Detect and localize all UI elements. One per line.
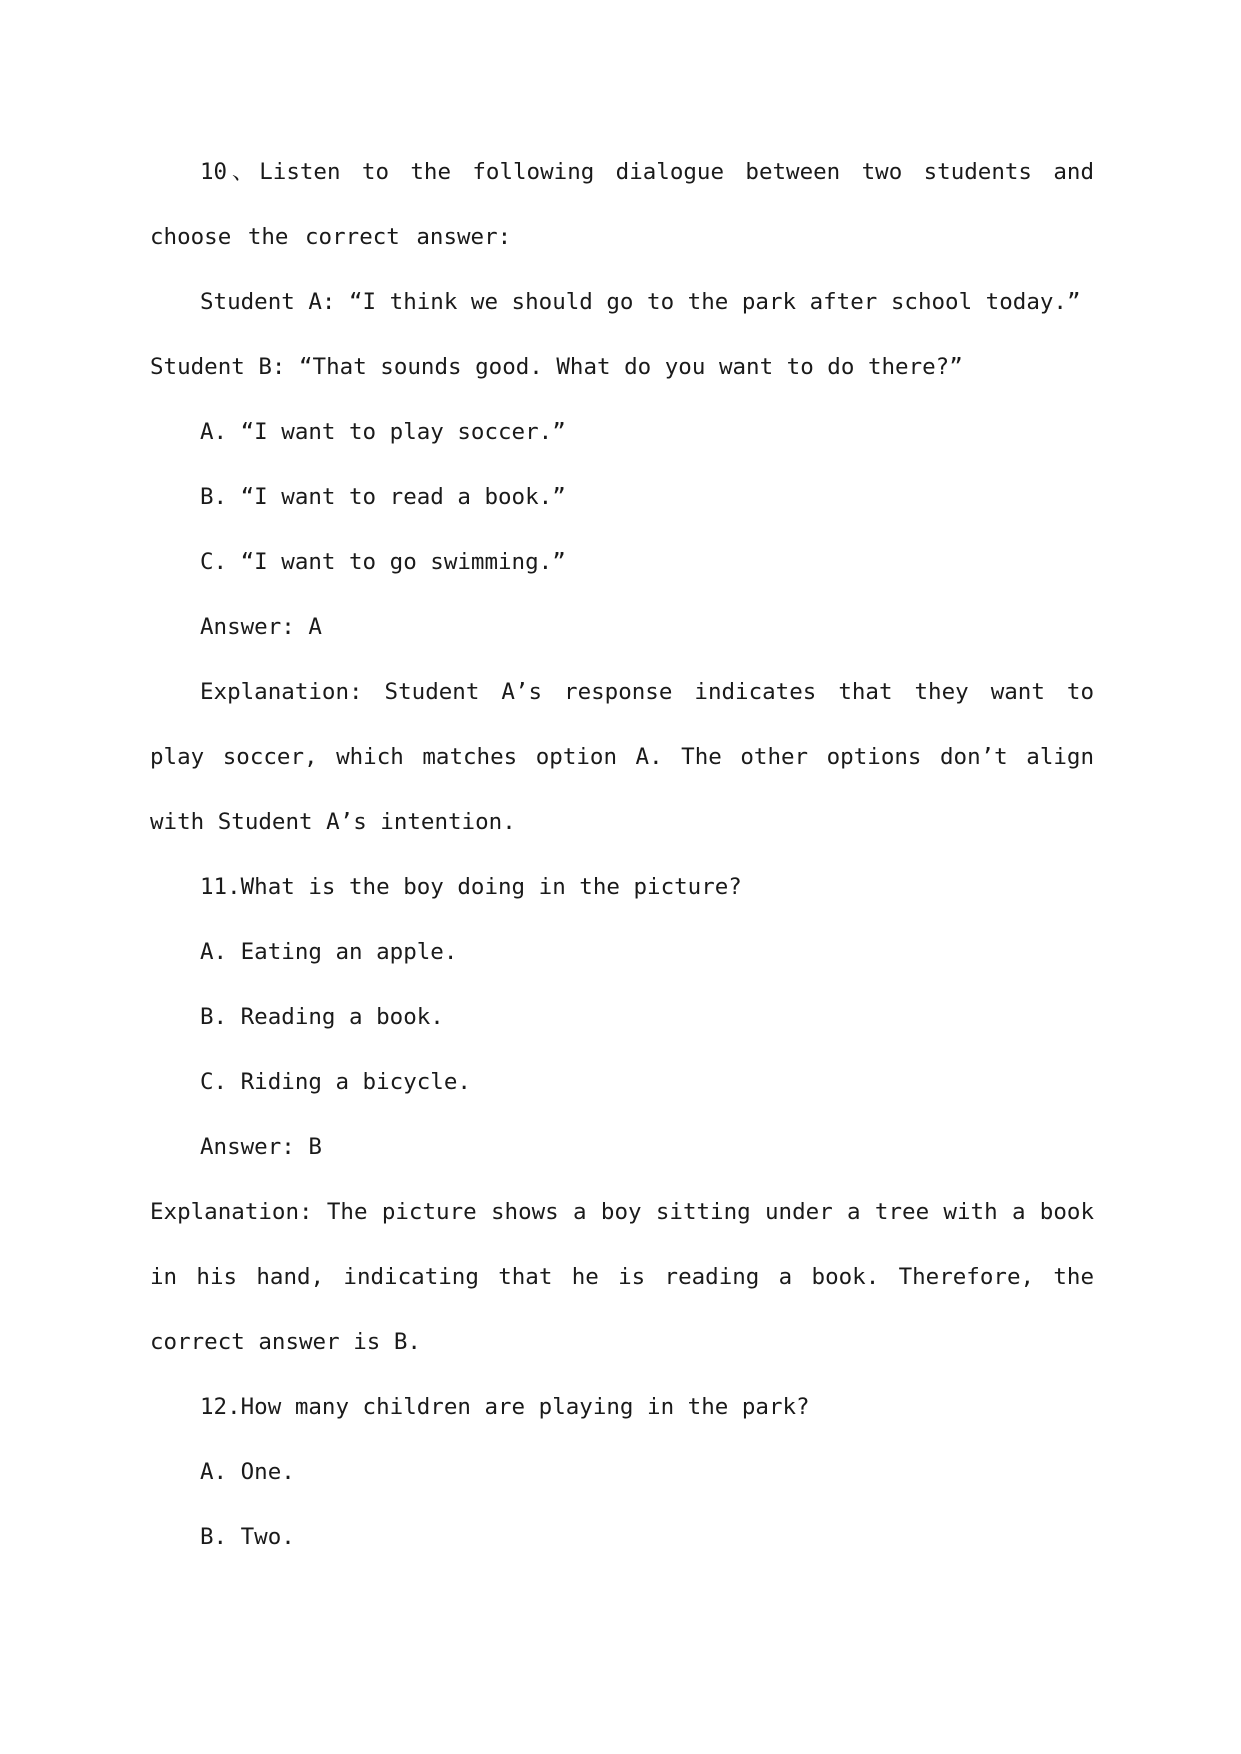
option-a: A. Eating an apple.: [200, 939, 458, 965]
option-c: C. “I want to go swimming.”: [200, 549, 566, 575]
document-body: [150, 140, 1094, 1570]
question-11: [150, 855, 1094, 1375]
option-a: A. “I want to play soccer.”: [200, 419, 566, 445]
explanation: Explanation: The picture shows a boy sitting under a tree with a book in his hand, indicating that he is reading a book. Therefore, the correct answer is B.: [150, 1199, 1094, 1355]
option-b: B. Reading a book.: [200, 1004, 444, 1030]
dialogue-line-student-b: Student B: “That sounds good. What do you want to do there?”: [150, 354, 963, 380]
question-prompt: 10、Listen to the following dialogue between two students and choose the correct answer:: [150, 159, 1094, 250]
explanation: Explanation: Student A’s response indicates that they want to play soccer, which matches option A. The other options don’t align with Student A’s intention.: [150, 679, 1094, 835]
option-b: B. Two.: [200, 1524, 295, 1550]
dialogue-line-student-a: Student A: “I think we should go to the park after school today.”: [200, 289, 1081, 315]
option-c: C. Riding a bicycle.: [200, 1069, 471, 1095]
question-prompt: 12.How many children are playing in the park?: [200, 1394, 810, 1420]
option-a: A. One.: [200, 1459, 295, 1485]
answer-line: Answer: A: [200, 614, 322, 640]
option-b: B. “I want to read a book.”: [200, 484, 566, 510]
question-10: [150, 140, 1094, 855]
question-prompt: 11.What is the boy doing in the picture?: [200, 874, 742, 900]
answer-line: Answer: B: [200, 1134, 322, 1160]
question-12: [150, 1375, 1094, 1570]
